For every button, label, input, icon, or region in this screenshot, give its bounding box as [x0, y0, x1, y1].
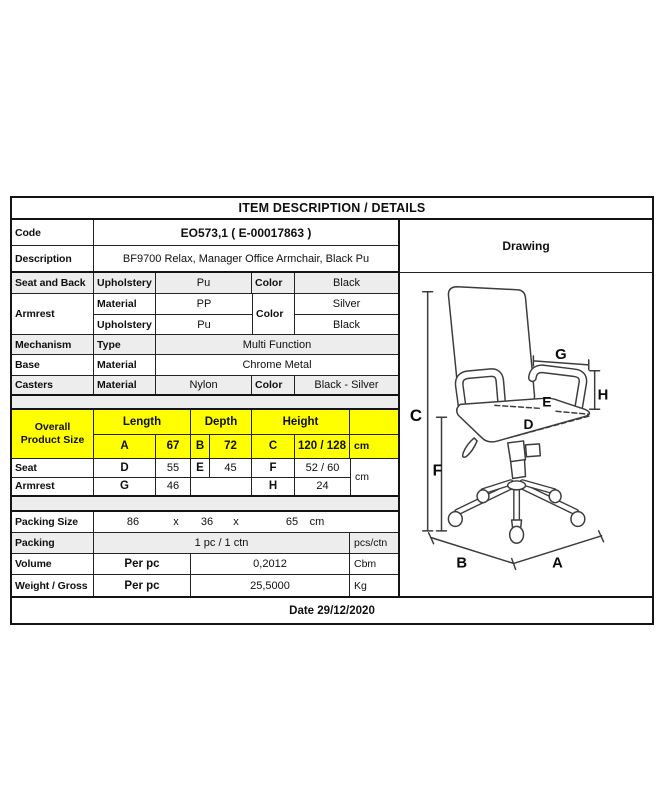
armrest-sub2: Upholstery [94, 315, 156, 334]
packing-label: Packing [12, 533, 94, 553]
armrest-size-label: Armrest [12, 478, 94, 495]
weight-value: 25,5000 [191, 575, 350, 596]
dim-key-a: A [94, 435, 156, 458]
dim-key-d: D [94, 459, 156, 477]
chair-drawing [400, 273, 652, 596]
packing-size-w: 86 [126, 516, 140, 528]
dim-key-f: F [252, 459, 295, 477]
size-body-unit: cm [350, 459, 398, 495]
packing-size-d: 36 [200, 516, 214, 528]
dim-val-c: 120 / 128 [295, 435, 350, 458]
row-packing [12, 533, 398, 554]
date-text: Date 29/12/2020 [289, 604, 375, 617]
dim-val-h: 24 [316, 480, 329, 493]
chair-gas-lift [508, 441, 526, 462]
mechanism-label: Mechanism [12, 335, 94, 354]
dim-val-e: 45 [210, 459, 252, 477]
weight-basis: Per pc [94, 575, 191, 596]
packing-size-label: Packing Size [12, 512, 94, 532]
row-mechanism [12, 335, 398, 355]
code-value: EO573,1 ( E-00017863 ) [180, 225, 312, 240]
casters-value: Nylon [156, 376, 252, 394]
row-armrest-group [12, 294, 398, 335]
dim-key-b: B [191, 435, 210, 458]
packing-size-x2: x [233, 516, 239, 528]
seat-back-label: Seat and Back [12, 273, 94, 293]
armrest-value2: Pu [197, 318, 211, 331]
dim-label-d: D [523, 416, 534, 433]
dim-key-c: C [252, 435, 295, 458]
base-value: Chrome Metal [242, 359, 312, 371]
armrest-value1: PP [196, 298, 212, 310]
dim-label-f: F [432, 462, 443, 480]
armrest-color-label: Color [252, 294, 295, 334]
row-base [12, 355, 398, 376]
weight-unit: Kg [354, 579, 367, 592]
spec-columns [12, 220, 398, 596]
dim-val-g: 46 [156, 478, 191, 495]
height-header: Height [252, 410, 350, 434]
date-row [12, 596, 652, 623]
dim-val-f: 52 / 60 [305, 461, 340, 474]
chair-lever [463, 438, 477, 457]
row-packing-size [12, 512, 398, 533]
length-header: Length [94, 410, 191, 434]
dim-key-e: E [191, 459, 210, 477]
size-header-empty [350, 410, 398, 434]
armrest-sub1: Material [94, 294, 156, 314]
seat-back-color-value: Black [333, 277, 360, 289]
separator-strip-1 [12, 396, 398, 410]
overall-unit: cm [354, 440, 370, 453]
drawing-column [398, 220, 652, 596]
dim-line-b [432, 538, 514, 564]
dim-val-a: 67 [156, 435, 191, 458]
row-description [12, 246, 398, 273]
separator-strip-2 [12, 497, 398, 512]
packing-size-unit: cm [309, 516, 325, 528]
table-title [12, 198, 652, 220]
chair-drawing-svg [400, 273, 651, 596]
row-casters [12, 376, 398, 396]
volume-basis: Per pc [94, 554, 191, 574]
table-title-text: ITEM DESCRIPTION / DETAILS [238, 201, 426, 215]
dim-val-b: 72 [210, 435, 252, 458]
description-value: BF9700 Relax, Manager Office Armchair, Black Pu [122, 252, 370, 265]
packing-value: 1 pc / 1 ctn [94, 533, 350, 553]
overall-size-label: Overall Product Size [12, 410, 94, 458]
casters-color-label: Color [252, 376, 295, 394]
base-label: Base [12, 355, 94, 375]
row-volume [12, 554, 398, 575]
dim-key-h: H [252, 478, 295, 495]
item-description-table [10, 196, 654, 625]
row-size-headers [12, 410, 398, 459]
dim-val-d: 55 [156, 459, 191, 477]
dim-label-b: B [456, 555, 468, 572]
depth-header: Depth [191, 410, 252, 434]
packing-size-h: 65 [285, 516, 299, 528]
row-size-body [12, 459, 398, 497]
volume-label: Volume [12, 554, 94, 574]
dim-label-a: A [552, 555, 563, 572]
volume-value: 0,2012 [191, 554, 350, 574]
packing-unit: pcs/ctn [354, 537, 388, 549]
row-weight [12, 575, 398, 596]
mechanism-value: Multi Function [242, 338, 312, 351]
row-code [12, 220, 398, 246]
dim-empty-cell [191, 478, 252, 495]
volume-unit: Cbm [354, 558, 377, 570]
casters-label: Casters [12, 376, 94, 394]
seat-back-color-label: Color [252, 273, 295, 293]
dim-label-g: G [555, 346, 567, 363]
mechanism-sub: Type [94, 335, 156, 354]
dim-label-h: H [597, 387, 609, 404]
armrest-color1: Silver [332, 298, 361, 310]
code-label: Code [12, 220, 94, 245]
packing-size-value [94, 512, 398, 532]
drawing-header: Drawing [400, 220, 652, 273]
seat-size-label: Seat [12, 459, 94, 477]
casters-sub: Material [94, 376, 156, 394]
row-seat-and-back [12, 273, 398, 294]
weight-label: Weight / Gross [12, 575, 94, 596]
armrest-label: Armrest [12, 294, 94, 334]
seat-back-sub: Upholstery [94, 273, 156, 293]
packing-size-x1: x [173, 516, 179, 528]
casters-color-value: Black - Silver [314, 379, 379, 391]
seat-back-value: Pu [156, 273, 252, 293]
dim-label-e: E [542, 393, 552, 410]
armrest-color2: Black [333, 318, 360, 331]
description-label: Description [12, 246, 94, 271]
dim-label-c: C [409, 406, 423, 426]
base-sub: Material [94, 355, 156, 375]
dim-key-g: G [94, 478, 156, 495]
